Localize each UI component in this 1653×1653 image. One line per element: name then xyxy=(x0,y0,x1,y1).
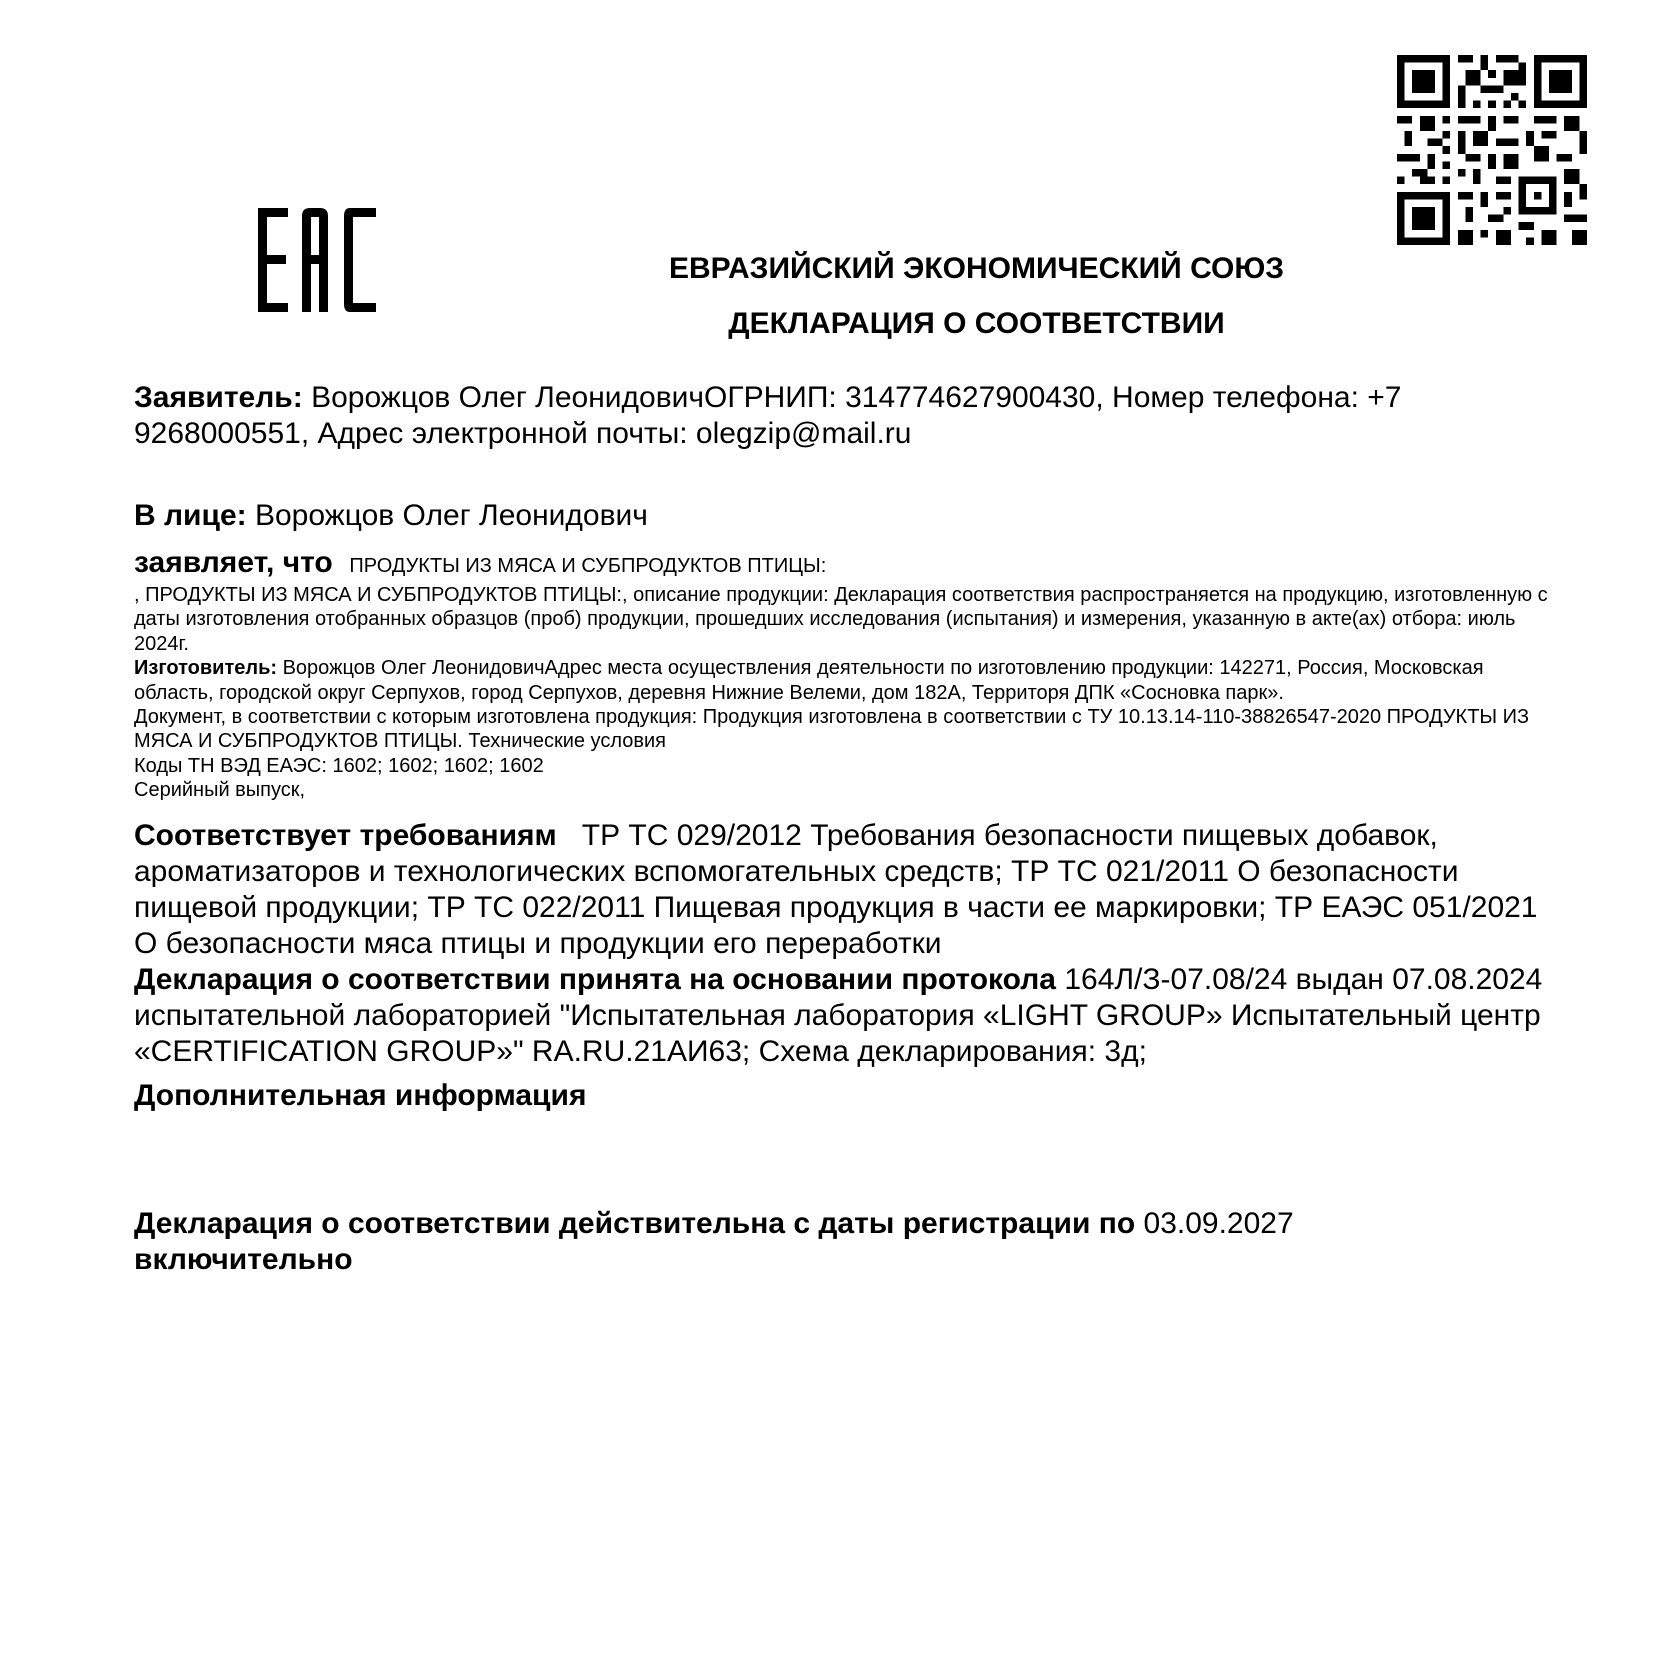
additional-label: Дополнительная информация xyxy=(134,1079,587,1112)
basis-value: 164Л/З-07.08/24 выдан 07.08.2024 испытательной лабораторией "Испытательная лаборатория «LIGHT GROUP» Испытательный центр «CERTIFICATION GROUP»" RA.RU.21АИ63; Схема декларирования: 3д; xyxy=(134,963,1560,1068)
applicant-value: Ворожцов Олег ЛеонидовичОГРНИП: 314774627900430, Номер телефона: +7 9268000551, Адрес электронной почты: olegzip@mail.ru xyxy=(134,381,1402,450)
basis-label: Декларация о соответствии принята на основании протокола xyxy=(134,963,1056,996)
represented-section xyxy=(134,498,1564,534)
declares-label: заявляет, что xyxy=(134,546,333,579)
manufacturer-document: Документ, в соответствии с которым изготовлена продукция: Продукция изготовлена в соответствии с ТУ 10.13.14-110-38826547-2020 ПРОДУКТЫ ИЗ МЯСА И СУБПРОДУКТОВ ПТИЦЫ. Технические условия xyxy=(134,706,1530,753)
applicant-section xyxy=(134,380,1564,452)
union-title: ЕВРАЗИЙСКИЙ ЭКОНОМИЧЕСКИЙ СОЮЗ xyxy=(668,252,1285,285)
basis-section xyxy=(134,962,1564,1070)
validity-section xyxy=(134,1206,1564,1278)
represented-value: Ворожцов Олег Леонидович xyxy=(246,499,648,532)
additional-section xyxy=(134,1078,1564,1114)
requirements-value: ТР ТС 029/2012 Требования безопасности пищевых добавок, ароматизаторов и технологических вспомогательных средств; ТР ТС 021/2011 О безопасности пищевой продукции; ТР ТС 022/2011 Пищевая продукция в части ее маркировки; ТР ЕАЭС 051/2021 О безопасности мяса птицы и продукции его переработки xyxy=(134,819,1546,960)
requirements-section xyxy=(134,818,1564,962)
declares-product: ПРОДУКТЫ ИЗ МЯСА И СУБПРОДУКТОВ ПТИЦЫ: xyxy=(332,555,827,577)
tn-ved-codes: Коды ТН ВЭД ЕАЭС: 1602; 1602; 1602; 1602 xyxy=(134,754,544,777)
release-type: Серийный выпуск, xyxy=(134,779,306,802)
qr-code xyxy=(1397,55,1587,245)
manufacturer-value: Ворожцов Олег ЛеонидовичАдрес места осуществления деятельности по изготовлению продукции: 142271, Россия, Московская область, городской округ Серпухов, город Серпухов, деревня Нижние Велеми, дом 182А, Территоря ДПК «Сосновка парк». xyxy=(134,657,1484,704)
requirements-label: Соответствует требованиям xyxy=(134,819,557,852)
represented-label: В лице: xyxy=(134,499,247,532)
product-description: , ПРОДУКТЫ ИЗ МЯСА И СУБПРОДУКТОВ ПТИЦЫ:, описание продукции: Декларация соответствия распространяется на продукцию, изготовленную с даты изготовления отобранных образцов (проб) продукции, прошедших исследования (испытания) и измерения, указанную в акте(ах) отбора: июль 2024г. xyxy=(134,584,1548,655)
validity-label: Декларация о соответствии действительна с даты регистрации по xyxy=(134,1207,1136,1240)
applicant-label: Заявитель: xyxy=(134,381,303,414)
validity-suffix: включительно xyxy=(134,1243,353,1276)
declaration-title: ДЕКЛАРАЦИЯ О СООТВЕТСТВИИ xyxy=(728,307,1225,340)
validity-date: 03.09.2027 xyxy=(1135,1207,1294,1240)
manufacturer-label: Изготовитель: xyxy=(134,657,278,680)
declares-section xyxy=(134,546,1564,803)
